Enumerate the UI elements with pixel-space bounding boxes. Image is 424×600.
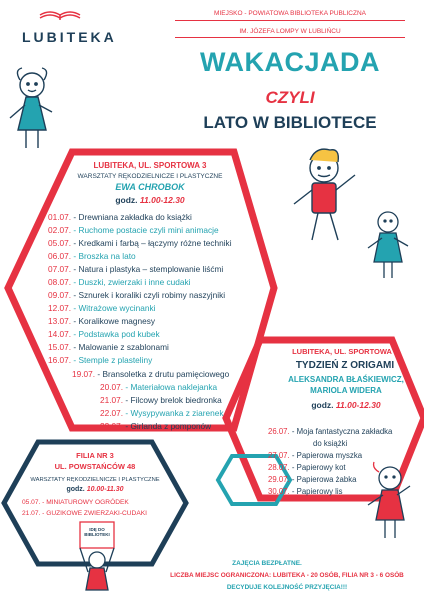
item-date: 26.07. bbox=[268, 427, 290, 436]
divider bbox=[175, 20, 405, 21]
item-text: - GUZIKOWE ZWIERZAKI-CUDAKI bbox=[40, 510, 147, 517]
item-text: - Papierowy kot bbox=[289, 463, 346, 472]
list-item bbox=[48, 316, 155, 326]
list-item bbox=[100, 382, 217, 392]
item-text: - Drewniana zakładka do książki bbox=[71, 212, 192, 222]
item-date: 08.07. bbox=[48, 277, 72, 287]
list-item bbox=[48, 342, 169, 352]
item-date: 06.07. bbox=[48, 251, 72, 261]
hours-value: 11.00-12.30 bbox=[139, 195, 185, 205]
list-item bbox=[22, 510, 147, 517]
item-text: - Moja fantastyczna zakładka bbox=[289, 427, 393, 436]
hours-value: 10.00-11.30 bbox=[86, 486, 124, 493]
section2-leader2: MARIOLA WIDERA bbox=[310, 386, 382, 395]
item-text: - Filcowy brelok biedronka bbox=[123, 395, 222, 405]
item-date: 13.07. bbox=[48, 316, 72, 326]
list-item bbox=[48, 290, 225, 300]
girl-drawing-icon bbox=[10, 68, 52, 148]
item-text: - Duszki, zwierzaki i inne cudaki bbox=[71, 277, 191, 287]
section3-workshop: WARSZTATY RĘKODZIELNICZE I PLASTYCZNE bbox=[30, 477, 160, 483]
item-date: 20.07. bbox=[100, 382, 124, 392]
item-text: - Malowanie z szablonami bbox=[71, 342, 169, 352]
item-date: 28.07. bbox=[268, 463, 290, 472]
hours-label: godz. bbox=[311, 400, 334, 410]
section1-location: LUBITEKA, UL. SPORTOWA 3 bbox=[93, 161, 207, 170]
item-text: - Stemple z plasteliny bbox=[71, 355, 153, 365]
item-date: 07.07. bbox=[48, 264, 72, 274]
item-text: - Broszka na lato bbox=[71, 251, 136, 261]
item-text: - Materiałowa naklejanka bbox=[123, 382, 218, 392]
item-date: 29.07. bbox=[268, 475, 290, 484]
list-item bbox=[48, 264, 223, 274]
logo-part-a: LUBI bbox=[22, 29, 67, 45]
sign-line2: BIBLIOTEKI bbox=[84, 532, 110, 537]
limit-value: LUBITEKA - 20 OSÓB, FILIA NR 3 - 6 OSÓB bbox=[271, 572, 404, 579]
list-item bbox=[100, 408, 224, 418]
list-item bbox=[268, 463, 346, 472]
footer-free: ZAJĘCIA BEZPŁATNE. bbox=[232, 560, 302, 567]
child-drawing-icon bbox=[368, 212, 408, 278]
item-date: 22.07. bbox=[100, 408, 124, 418]
item-date: 21.07. bbox=[100, 395, 124, 405]
library-logo bbox=[22, 29, 117, 45]
item-text: - MINIATUROWY OGRÓDEK bbox=[40, 499, 129, 506]
list-item bbox=[72, 369, 229, 379]
item-text: - Wysypywanka z ziarenek bbox=[123, 408, 224, 418]
item-date: 19.07. bbox=[72, 369, 96, 379]
section1-workshop: WARSZTATY RĘKODZIELNICZE I PLASTYCZNE bbox=[77, 173, 223, 180]
item-text: - Papierowy lis bbox=[289, 487, 343, 496]
logo-part-b: TEKA bbox=[66, 29, 117, 45]
section1-hours bbox=[70, 195, 230, 205]
sign-line1: IDĘ DO bbox=[89, 527, 105, 532]
section3-location1: FILIA NR 3 bbox=[76, 451, 114, 460]
hours-label: godz. bbox=[115, 195, 138, 205]
item-text: - Ruchome postacie czyli mini animacje bbox=[71, 225, 219, 235]
subtitle-czyli: CZYLI bbox=[265, 88, 315, 107]
list-item bbox=[268, 487, 343, 496]
footer-limit bbox=[150, 572, 424, 579]
item-text: - Podstawka pod kubek bbox=[71, 329, 160, 339]
list-item bbox=[48, 277, 191, 287]
section1-leader: EWA CHROBOK bbox=[115, 182, 185, 192]
list-item bbox=[22, 499, 129, 506]
list-item bbox=[48, 355, 152, 365]
item-date: 15.07. bbox=[48, 342, 72, 352]
boy-drawing-icon bbox=[294, 149, 355, 240]
item-text: - Kredkami i farbą – łączymy różne techniki bbox=[71, 238, 232, 248]
section3-location2: UL. POWSTAŃCÓW 48 bbox=[54, 462, 136, 471]
item-date: 12.07. bbox=[48, 303, 72, 313]
book-logo-icon bbox=[40, 12, 80, 20]
item-text: - Sznurek i koraliki czyli robimy naszyjniki bbox=[71, 290, 226, 300]
list-item bbox=[268, 451, 362, 460]
subtitle-lato: LATO W BIBLIOTECE bbox=[203, 113, 377, 132]
divider bbox=[175, 37, 405, 38]
page-title: WAKACJADA bbox=[200, 47, 380, 77]
list-item bbox=[48, 303, 155, 313]
section2-location: LUBITEKA, UL. SPORTOWA 3 bbox=[292, 347, 398, 356]
section2-leader1: ALEKSANDRA BŁAŚKIEWICZ, bbox=[288, 375, 404, 384]
list-item bbox=[313, 439, 347, 448]
list-item bbox=[48, 329, 160, 339]
item-text: - Bransoletka z drutu pamięciowego bbox=[95, 369, 230, 379]
item-date: 05.07. bbox=[22, 499, 41, 506]
list-item bbox=[100, 395, 222, 405]
section2-hours bbox=[256, 400, 424, 410]
item-date: 02.07. bbox=[48, 225, 72, 235]
item-date: 23.07. bbox=[100, 421, 124, 431]
list-item bbox=[48, 225, 219, 235]
item-text: - Papierowa myszka bbox=[289, 451, 363, 460]
list-item bbox=[48, 238, 232, 248]
sign-text bbox=[80, 527, 114, 537]
item-date: 27.07. bbox=[268, 451, 290, 460]
item-date: 21.07. bbox=[22, 510, 41, 517]
item-date: 30.07. bbox=[268, 487, 290, 496]
item-date: 14.07. bbox=[48, 329, 72, 339]
list-item bbox=[268, 475, 356, 484]
item-text: - Papierowa żabka bbox=[289, 475, 357, 484]
item-date: 05.07. bbox=[48, 238, 72, 248]
limit-label: LICZBA MIEJSC OGRANICZONA: bbox=[170, 572, 272, 579]
item-text: - Witrażowe wycinanki bbox=[71, 303, 156, 313]
library-name: MIEJSKO - POWIATOWA BIBLIOTEKA PUBLICZNA bbox=[214, 10, 366, 17]
item-text: - Girlanda z pomponów bbox=[123, 421, 212, 431]
hours-value: 11.00-12.30 bbox=[335, 400, 381, 410]
list-item bbox=[48, 212, 192, 222]
item-text: - Natura i plastyka – stemplowanie liśćmi bbox=[71, 264, 224, 274]
list-item bbox=[268, 427, 392, 436]
footer-order: DECYDUJE KOLEJNOŚĆ PRZYJĘCIA!!! bbox=[226, 584, 348, 591]
hours-label: godz. bbox=[66, 486, 85, 493]
item-text: do książki bbox=[313, 439, 348, 448]
section2-week: TYDZIEŃ Z ORIGAMI bbox=[295, 360, 395, 371]
item-date: 16.07. bbox=[48, 355, 72, 365]
section3-hours bbox=[40, 486, 150, 493]
library-patron: IM. JÓZEFA LOMPY W LUBLIŃCU bbox=[239, 28, 341, 35]
list-item bbox=[48, 251, 136, 261]
item-date: 01.07. bbox=[48, 212, 72, 222]
list-item bbox=[100, 421, 211, 431]
item-text: - Koralikowe magnesy bbox=[71, 316, 156, 326]
item-date: 09.07. bbox=[48, 290, 72, 300]
